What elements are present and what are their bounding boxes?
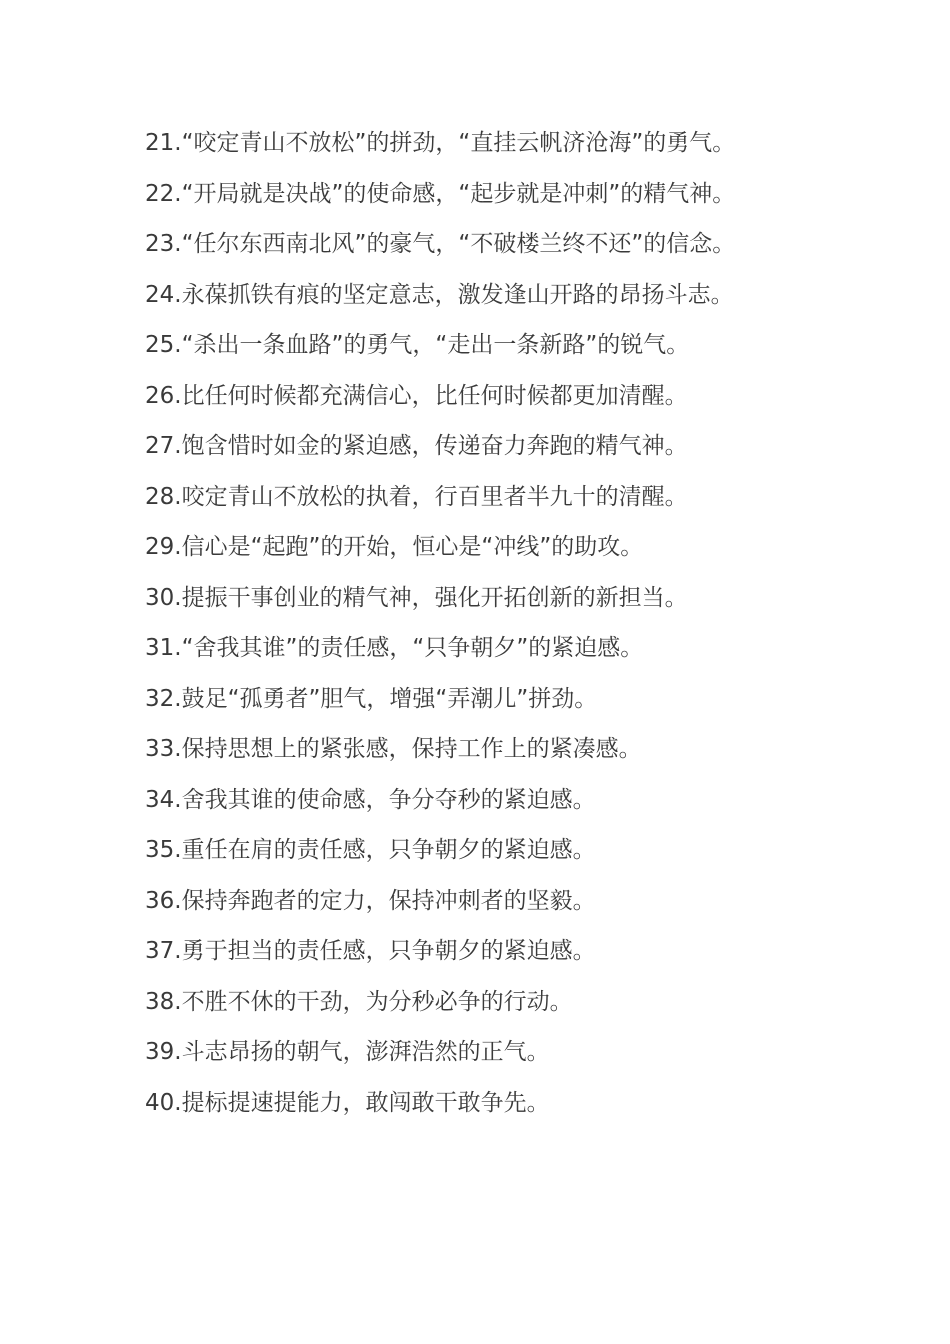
list-item-25: 25.“杀出一条血路”的勇气，“走出一条新路”的锐气。 bbox=[145, 332, 690, 358]
list-item-40: 40.提标提速提能力，敢闯敢干敢争先。 bbox=[145, 1089, 550, 1116]
list-item-21: 21.“咬定青山不放松”的拼劲，“直挂云帆济沧海”的勇气。 bbox=[145, 130, 736, 156]
list-item-26: 26.比任何时候都充满信心，比任何时候都更加清醒。 bbox=[145, 382, 688, 409]
list-item-33: 33.保持思想上的紧张感，保持工作上的紧凑感。 bbox=[145, 736, 642, 762]
list-item-29: 29.信心是“起跑”的开始，恒心是“冲线”的助攻。 bbox=[145, 534, 644, 560]
list-item-37: 37.勇于担当的责任感，只争朝夕的紧迫感。 bbox=[145, 938, 596, 964]
list-item-30: 30.提振干事创业的精气神，强化开拓创新的新担当。 bbox=[145, 584, 688, 611]
list-item-22: 22.“开局就是决战”的使命感，“起步就是冲刺”的精气神。 bbox=[145, 180, 736, 207]
list-item-36: 36.保持奔跑者的定力，保持冲刺者的坚毅。 bbox=[145, 887, 596, 914]
numbered-list bbox=[145, 118, 935, 1128]
list-item-27: 27.饱含惜时如金的紧迫感，传递奋力奔跑的精气神。 bbox=[145, 433, 688, 459]
list-item-35: 35.重任在肩的责任感，只争朝夕的紧迫感。 bbox=[145, 837, 596, 863]
list-item-28: 28.咬定青山不放松的执着，行百里者半九十的清醒。 bbox=[145, 483, 688, 510]
list-item-31: 31.“舍我其谁”的责任感，“只争朝夕”的紧迫感。 bbox=[145, 635, 644, 661]
list-item-34: 34.舍我其谁的使命感，争分夺秒的紧迫感。 bbox=[145, 786, 596, 813]
list-item-24: 24.永葆抓铁有痕的坚定意志，激发逢山开路的昂扬斗志。 bbox=[145, 281, 734, 308]
list-item-39: 39.斗志昂扬的朝气，澎湃浩然的正气。 bbox=[145, 1039, 550, 1065]
list-item-38: 38.不胜不休的干劲，为分秒必争的行动。 bbox=[145, 988, 573, 1015]
list-item-32: 32.鼓足“孤勇者”胆气，增强“弄潮儿”拼劲。 bbox=[145, 685, 598, 712]
list-item-23: 23.“任尔东西南北风”的豪气，“不破楼兰终不还”的信念。 bbox=[145, 231, 736, 257]
